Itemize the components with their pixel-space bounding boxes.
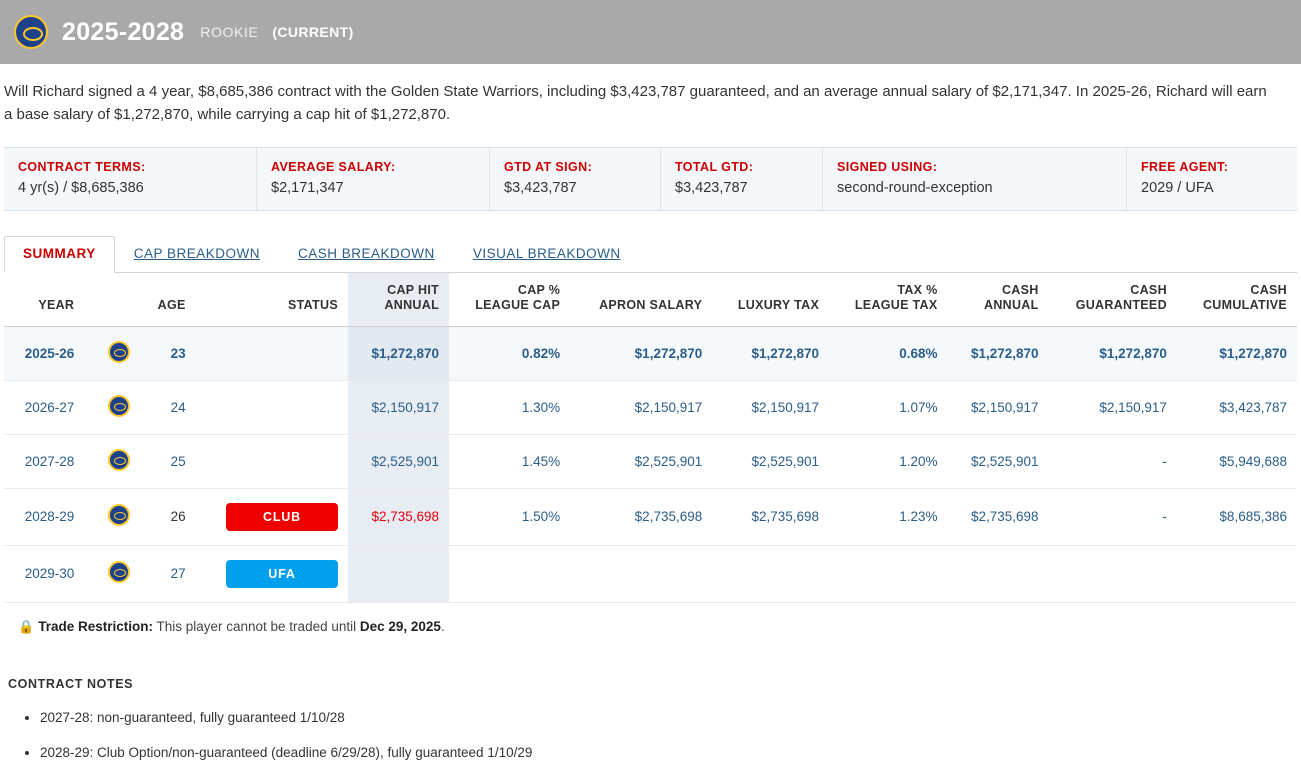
warriors-logo-icon bbox=[14, 15, 48, 49]
cell-luxury-tax bbox=[712, 545, 829, 602]
cell-cash-annual: $2,525,901 bbox=[948, 434, 1049, 488]
trade-restriction-text: This player cannot be traded until bbox=[156, 618, 357, 634]
cell-cash-guaranteed: $2,150,917 bbox=[1049, 380, 1177, 434]
contract-years: 2025-2028 bbox=[62, 17, 185, 46]
tab-visual-breakdown[interactable]: VISUAL BREAKDOWN bbox=[472, 246, 621, 261]
header-year: YEAR bbox=[4, 273, 84, 327]
header-cap-pct-league-cap bbox=[449, 273, 570, 327]
term-label: CONTRACT TERMS: bbox=[18, 159, 146, 174]
cell-tax-pct bbox=[829, 545, 947, 602]
term-value: $3,423,787 bbox=[504, 179, 577, 196]
table-header-row bbox=[4, 273, 1297, 327]
cell-apron-salary: $1,272,870 bbox=[570, 326, 712, 380]
cell-age: 26 bbox=[140, 488, 195, 545]
cell-cash-annual bbox=[948, 545, 1049, 602]
header-status: STATUS bbox=[196, 273, 348, 327]
cell-cap-pct: 1.30% bbox=[449, 380, 570, 434]
header-line-1: CAP HIT bbox=[387, 282, 440, 297]
header-line-2: ANNUAL bbox=[384, 298, 440, 313]
cell-cash-cumulative: $1,272,870 bbox=[1177, 326, 1297, 380]
term-free-agent bbox=[1127, 148, 1295, 210]
header-cash-cumulative bbox=[1177, 273, 1297, 327]
term-label: AVERAGE SALARY: bbox=[271, 159, 396, 174]
cell-cap-hit: $2,735,698 bbox=[348, 488, 449, 545]
tab-cap-breakdown[interactable]: CAP BREAKDOWN bbox=[133, 246, 261, 261]
term-label: GTD AT SIGN: bbox=[504, 159, 593, 174]
header-cap-hit-annual bbox=[348, 273, 449, 327]
term-label: FREE AGENT: bbox=[1141, 159, 1229, 174]
term-label: SIGNED USING: bbox=[837, 159, 938, 174]
cell-team bbox=[84, 545, 140, 602]
cell-cap-hit bbox=[348, 545, 449, 602]
table-row bbox=[4, 488, 1297, 545]
cell-cap-pct: 0.82% bbox=[449, 326, 570, 380]
tab-summary[interactable]: SUMMARY bbox=[4, 236, 115, 273]
cell-cash-cumulative: $5,949,688 bbox=[1177, 434, 1297, 488]
cell-status bbox=[196, 380, 348, 434]
cell-year: 2028-29 bbox=[4, 488, 84, 545]
table-row bbox=[4, 545, 1297, 602]
header-luxury-tax: LUXURY TAX bbox=[712, 273, 829, 327]
table-body bbox=[4, 326, 1297, 602]
cell-cash-guaranteed: - bbox=[1049, 488, 1177, 545]
cell-apron-salary: $2,735,698 bbox=[570, 488, 712, 545]
cell-status bbox=[196, 488, 348, 545]
cell-age: 27 bbox=[140, 545, 195, 602]
term-value: second-round-exception bbox=[837, 179, 993, 196]
table-header bbox=[4, 273, 1297, 327]
cell-apron-salary bbox=[570, 545, 712, 602]
cell-cap-hit: $1,272,870 bbox=[348, 326, 449, 380]
table-row bbox=[4, 434, 1297, 488]
term-total-gtd bbox=[661, 148, 823, 210]
cell-cash-guaranteed bbox=[1049, 545, 1177, 602]
contract-description: Will Richard signed a 4 year, $8,685,386 contract with the Golden State Warriors, including $3,423,787 guaranteed, and an average annual salary of $2,171,347. In 2025-26, Richard will earn a base salary of $1,272,870, while carrying a cap hit of $1,272,870. bbox=[4, 83, 1267, 124]
trade-restriction bbox=[18, 619, 1297, 635]
cell-team bbox=[84, 380, 140, 434]
term-value: 2029 / UFA bbox=[1141, 179, 1214, 196]
cell-age: 25 bbox=[140, 434, 195, 488]
cell-status bbox=[196, 434, 348, 488]
term-value: $3,423,787 bbox=[675, 179, 748, 196]
breakdown-tabs bbox=[4, 233, 1297, 273]
table-row bbox=[4, 326, 1297, 380]
cell-cash-annual: $2,150,917 bbox=[948, 380, 1049, 434]
term-value: $2,171,347 bbox=[271, 179, 344, 196]
header-line-2: ANNUAL bbox=[984, 298, 1039, 313]
contract-notes-title: CONTRACT NOTES bbox=[8, 676, 134, 691]
cell-year: 2029-30 bbox=[4, 545, 84, 602]
cell-luxury-tax: $2,525,901 bbox=[712, 434, 829, 488]
status-badge-club[interactable]: CLUB bbox=[226, 503, 338, 531]
trade-restriction-suffix: . bbox=[440, 618, 445, 634]
warriors-logo-icon bbox=[108, 341, 130, 363]
cell-status bbox=[196, 545, 348, 602]
current-contract-badge: (CURRENT) bbox=[272, 24, 354, 40]
cell-cap-hit: $2,525,901 bbox=[348, 434, 449, 488]
contract-type-label: ROOKIE bbox=[200, 24, 259, 40]
cell-luxury-tax: $1,272,870 bbox=[712, 326, 829, 380]
cell-team bbox=[84, 434, 140, 488]
cell-cash-cumulative bbox=[1177, 545, 1297, 602]
header-line-2: LEAGUE TAX bbox=[854, 298, 938, 313]
header-cash-guaranteed bbox=[1049, 273, 1177, 327]
term-gtd-at-sign bbox=[490, 148, 661, 210]
cell-cap-pct: 1.50% bbox=[449, 488, 570, 545]
term-value: 4 yr(s) / $8,685,386 bbox=[18, 179, 144, 196]
warriors-logo-icon bbox=[108, 504, 130, 526]
header-line-1: CAP % bbox=[517, 282, 561, 297]
contract-notes-list bbox=[0, 709, 1301, 762]
cell-status bbox=[196, 326, 348, 380]
term-signed-using bbox=[823, 148, 1127, 210]
contract-summary-table bbox=[4, 273, 1297, 603]
cell-apron-salary: $2,150,917 bbox=[570, 380, 712, 434]
list-item: • 2027-28: non-guaranteed, fully guaranteed 1/10/28 bbox=[40, 709, 1301, 727]
cell-cap-hit: $2,150,917 bbox=[348, 380, 449, 434]
contract-terms-strip bbox=[4, 147, 1297, 211]
status-badge-ufa[interactable]: UFA bbox=[226, 560, 338, 588]
cell-age: 24 bbox=[140, 380, 195, 434]
header-age: AGE bbox=[140, 273, 195, 327]
cell-tax-pct: 1.23% bbox=[829, 488, 947, 545]
warriors-logo-icon bbox=[108, 561, 130, 583]
table-row bbox=[4, 380, 1297, 434]
cell-cash-cumulative: $8,685,386 bbox=[1177, 488, 1297, 545]
header-cash-annual bbox=[948, 273, 1049, 327]
header-apron-salary: APRON SALARY bbox=[570, 273, 712, 327]
cell-year: 2025-26 bbox=[4, 326, 84, 380]
list-item: • 2028-29: Club Option/non-guaranteed (deadline 6/29/28), fully guaranteed 1/10/29 bbox=[40, 744, 1301, 762]
cell-cash-annual: $1,272,870 bbox=[948, 326, 1049, 380]
cell-team bbox=[84, 326, 140, 380]
term-average-salary bbox=[257, 148, 490, 210]
header-line-1: TAX % bbox=[897, 282, 938, 297]
cell-tax-pct: 1.07% bbox=[829, 380, 947, 434]
header-line-1: CASH bbox=[1130, 282, 1167, 297]
cell-cash-guaranteed: $1,272,870 bbox=[1049, 326, 1177, 380]
cell-age: 23 bbox=[140, 326, 195, 380]
warriors-logo-icon bbox=[108, 449, 130, 471]
header-line-2: GUARANTEED bbox=[1075, 298, 1167, 313]
header-line-1: CASH bbox=[1001, 282, 1039, 297]
header-line-2: LEAGUE CAP bbox=[475, 298, 561, 313]
term-contract-terms bbox=[4, 148, 257, 210]
cell-team bbox=[84, 488, 140, 545]
cell-cash-guaranteed: - bbox=[1049, 434, 1177, 488]
tab-cash-breakdown[interactable]: CASH BREAKDOWN bbox=[298, 246, 435, 261]
lock-icon: 🔒 bbox=[18, 618, 35, 634]
cell-cap-pct bbox=[449, 545, 570, 602]
trade-restriction-date: Dec 29, 2025 bbox=[359, 618, 441, 634]
contract-header bbox=[0, 0, 1301, 64]
header-line-1: CASH bbox=[1250, 282, 1287, 297]
header-line-2: CUMULATIVE bbox=[1202, 298, 1287, 313]
cell-cash-cumulative: $3,423,787 bbox=[1177, 380, 1297, 434]
cell-luxury-tax: $2,735,698 bbox=[712, 488, 829, 545]
cell-tax-pct: 0.68% bbox=[829, 326, 947, 380]
header-team bbox=[84, 273, 140, 327]
warriors-logo-icon bbox=[108, 395, 130, 417]
trade-restriction-label: Trade Restriction: bbox=[38, 618, 153, 634]
cell-year: 2027-28 bbox=[4, 434, 84, 488]
term-label: TOTAL GTD: bbox=[675, 159, 754, 174]
cell-luxury-tax: $2,150,917 bbox=[712, 380, 829, 434]
cell-cap-pct: 1.45% bbox=[449, 434, 570, 488]
cell-apron-salary: $2,525,901 bbox=[570, 434, 712, 488]
cell-cash-annual: $2,735,698 bbox=[948, 488, 1049, 545]
cell-year: 2026-27 bbox=[4, 380, 84, 434]
cell-tax-pct: 1.20% bbox=[829, 434, 947, 488]
header-tax-pct-league-tax bbox=[829, 273, 947, 327]
